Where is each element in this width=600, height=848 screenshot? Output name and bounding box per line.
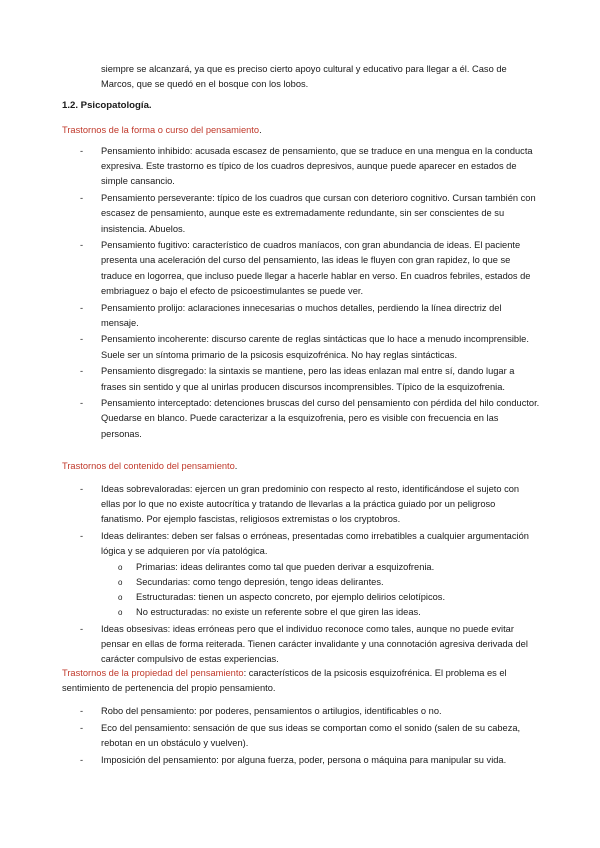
list-item-text: Pensamiento incoherente: discurso carente de reglas sintácticas que lo hace a menudo incomprensible. Suele ser un síntoma primario de la psicosis esquizofrénica. No hay reglas sintácticas. bbox=[101, 334, 529, 360]
list-item bbox=[62, 721, 540, 751]
dash-marker: - bbox=[80, 193, 84, 204]
circle-marker: o bbox=[118, 608, 123, 618]
list-item bbox=[62, 753, 540, 768]
list-item bbox=[62, 301, 540, 331]
form-disorders-heading bbox=[62, 123, 540, 138]
sub-list-item-text: Estructuradas: tienen un aspecto concreto, por ejemplo delirios celotípicos. bbox=[136, 591, 446, 602]
dash-marker: - bbox=[80, 398, 84, 409]
list-item-text: Pensamiento prolijo: aclaraciones innecesarias o muchos detalles, perdiendo la línea directriz del mensaje. bbox=[101, 302, 502, 328]
list-item-text: Robo del pensamiento: por poderes, pensamientos o artilugios, identificables o no. bbox=[101, 706, 442, 716]
list-item bbox=[62, 396, 540, 442]
property-disorders-paragraph bbox=[62, 666, 540, 696]
list-item-text: Ideas sobrevaloradas: ejercen un gran predominio con respecto al resto, identificándose el sujeto con ellas por lo que no existe autocrítica y tratando de llevarlas a la práctica guiado por un peligroso fanatismo. Por ejemplo fascistas, religiosos extremistas o los cryptobros. bbox=[101, 484, 520, 525]
property-disorders-list bbox=[62, 704, 540, 769]
list-item-text: Pensamiento interceptado: detenciones bruscas del curso del pensamiento con pérdida del hilo conductor. Quedarse en blanco. Puede caracterizar a la esquizofrenia, pero es visible con frecuencia en las personas. bbox=[101, 398, 540, 439]
circle-marker: o bbox=[118, 577, 123, 587]
list-item bbox=[62, 622, 540, 668]
list-item bbox=[62, 704, 540, 719]
dash-marker: - bbox=[80, 302, 84, 313]
list-item-text: Eco del pensamiento: sensación de que sus ideas se comportan como el sonido (salen de su cabeza, rebotan en un obstáculo y vuelven). bbox=[101, 722, 521, 748]
circle-marker: o bbox=[118, 562, 123, 572]
section-heading: 1.2. Psicopatología. bbox=[62, 100, 152, 111]
list-item bbox=[62, 238, 540, 299]
sub-list-item-text: Primarias: ideas delirantes como tal que pueden derivar a esquizofrenia. bbox=[136, 561, 435, 572]
circle-marker: o bbox=[118, 592, 123, 602]
list-item bbox=[62, 529, 540, 620]
list-item bbox=[62, 482, 540, 528]
sub-list-item bbox=[101, 605, 540, 620]
content-disorders-list bbox=[62, 482, 540, 669]
list-item-text: Pensamiento disgregado: la sintaxis se mantiene, pero las ideas enlazan mal entre sí, dando lugar a frases sin sentido y que al unirlas producen discursos incomprensibles. Típico de la esquizofrenia. bbox=[101, 366, 515, 392]
form-disorders-title: Trastornos de la forma o curso del pensamiento bbox=[62, 125, 260, 135]
delusion-subtypes-list bbox=[101, 560, 540, 621]
list-item-text: Ideas delirantes: deben ser falsas o erróneas, presentadas como irrebatibles a cualquier argumentación lógica y se adquieren por vía patológica. bbox=[101, 531, 529, 557]
dash-marker: - bbox=[80, 754, 84, 765]
dash-marker: - bbox=[80, 366, 84, 377]
content-disorders-heading bbox=[62, 459, 540, 474]
dash-marker: - bbox=[80, 722, 84, 733]
sub-list-item bbox=[101, 590, 540, 605]
list-item-text: Pensamiento perseverante: típico de los cuadros que cursan con deterioro cognitivo. Cursan también con escasez de pensamiento, aunque este es extremadamente redundante, sin ser conscientes de su insistencia. Abuelos. bbox=[101, 193, 536, 234]
dash-marker: - bbox=[80, 623, 84, 634]
dash-marker: - bbox=[80, 706, 84, 716]
form-disorders-title-suffix: . bbox=[259, 125, 262, 135]
list-item-text: Imposición del pensamiento: por alguna fuerza, poder, persona o máquina para manipular su vida. bbox=[101, 754, 507, 765]
dash-marker: - bbox=[80, 334, 84, 345]
sub-list-item-text: No estructuradas: no existe un referente sobre el que giren las ideas. bbox=[136, 607, 421, 618]
sub-list-item bbox=[101, 560, 540, 575]
dash-marker: - bbox=[80, 531, 84, 542]
list-item bbox=[62, 191, 540, 237]
intro-continuation: siempre se alcanzará, ya que es preciso cierto apoyo cultural y educativo para llegar a él. Caso de Marcos, que se quedó en el bosque con los lobos. bbox=[101, 64, 507, 90]
dash-marker: - bbox=[80, 484, 84, 494]
list-item bbox=[62, 332, 540, 362]
dash-marker: - bbox=[80, 240, 84, 251]
property-disorders-description: : característicos de la psicosis esquizofrénica. El problema es el sentimiento de pertenencia del propio pensamiento. bbox=[62, 668, 507, 694]
list-item-text: Ideas obsesivas: ideas erróneas pero que el individuo reconoce como tales, aunque no puede evitar pensar en ellas de forma reiterada. Tienen carácter invalidante y una connotación agresiva derivada del carácter compulsivo de estas experiencias. bbox=[101, 623, 528, 665]
list-item-text: Pensamiento inhibido: acusada escasez de pensamiento, que se traduce en una mengua en la conducta expresiva. Este trastorno es típico de los cuadros depresivos, aunque puede aparecer en estados de simple cansancio. bbox=[101, 146, 533, 187]
sub-list-item bbox=[101, 575, 540, 590]
list-item bbox=[62, 144, 540, 190]
property-disorders-title: Trastornos de la propiedad del pensamiento bbox=[62, 668, 244, 678]
content-disorders-title: Trastornos del contenido del pensamiento bbox=[62, 461, 235, 471]
content-disorders-title-suffix: . bbox=[234, 461, 238, 471]
form-disorders-list bbox=[62, 144, 540, 443]
list-item bbox=[62, 364, 540, 394]
list-item-text: Pensamiento fugitivo: característico de cuadros maníacos, con gran abundancia de ideas. El paciente presenta una aceleración del curso del pensamiento, las ideas le fluyen con gran rapidez, lo que se traduce en logorrea, que incluso puede llegar a hacerle hablar en verso. En cuadros febriles, estados de embriaguez o bajo el efecto de psicoestimulantes se puede ver. bbox=[101, 240, 531, 296]
sub-list-item-text: Secundarias: como tengo depresión, tengo ideas delirantes. bbox=[136, 576, 384, 587]
dash-marker: - bbox=[80, 146, 84, 156]
